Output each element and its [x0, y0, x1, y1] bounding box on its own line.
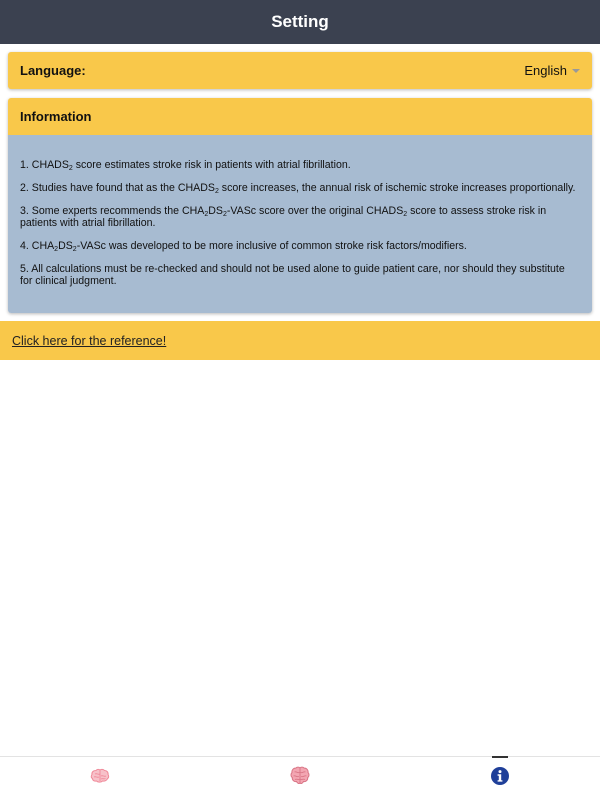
- tab-brain-outline[interactable]: [0, 757, 200, 800]
- language-value: English: [524, 63, 567, 78]
- active-tab-indicator: [492, 756, 508, 758]
- language-label: Language:: [20, 63, 86, 78]
- info-item-5: 5. All calculations must be re-checked and should not be used alone to guide patient care, nor should they substitute for clinical judgment.: [20, 263, 565, 287]
- information-card: [8, 98, 592, 313]
- info-circle-icon: [490, 766, 510, 791]
- brain-outline-icon: [90, 768, 110, 789]
- info-item-2: 2. Studies have found that as the $CHADS_2$ score increases, the annual risk of ischemic stroke increases proportionally.: [20, 182, 576, 195]
- info-item-1: 1. $CHADS_2$ score estimates stroke risk in patients with atrial fibrillation.: [20, 159, 351, 172]
- info-item-4: 4. $CHA_2DS_2$-VASc was developed to be more inclusive of common stroke risk factors/modifiers.: [20, 240, 467, 253]
- information-header: [8, 98, 592, 135]
- page-title: Setting: [271, 12, 329, 31]
- information-title: Information: [20, 109, 92, 124]
- reference-bar: [0, 321, 600, 360]
- brain-icon: [290, 766, 310, 791]
- info-item-3: 3. Some experts recommends the $CHA_2DS_2$-VASc score over the original $CHADS_2$ score to assess stroke risk in patients with atrial fibrillation.: [20, 205, 547, 229]
- tab-info[interactable]: [400, 757, 600, 800]
- language-setting: [8, 52, 592, 89]
- language-select[interactable]: [524, 63, 580, 78]
- app-header: [0, 0, 600, 44]
- caret-down-icon: [572, 69, 580, 73]
- tab-brain[interactable]: [200, 757, 400, 800]
- bottom-tab-bar: [0, 756, 600, 800]
- reference-link[interactable]: Click here for the reference!: [12, 333, 167, 348]
- information-body: [8, 135, 592, 313]
